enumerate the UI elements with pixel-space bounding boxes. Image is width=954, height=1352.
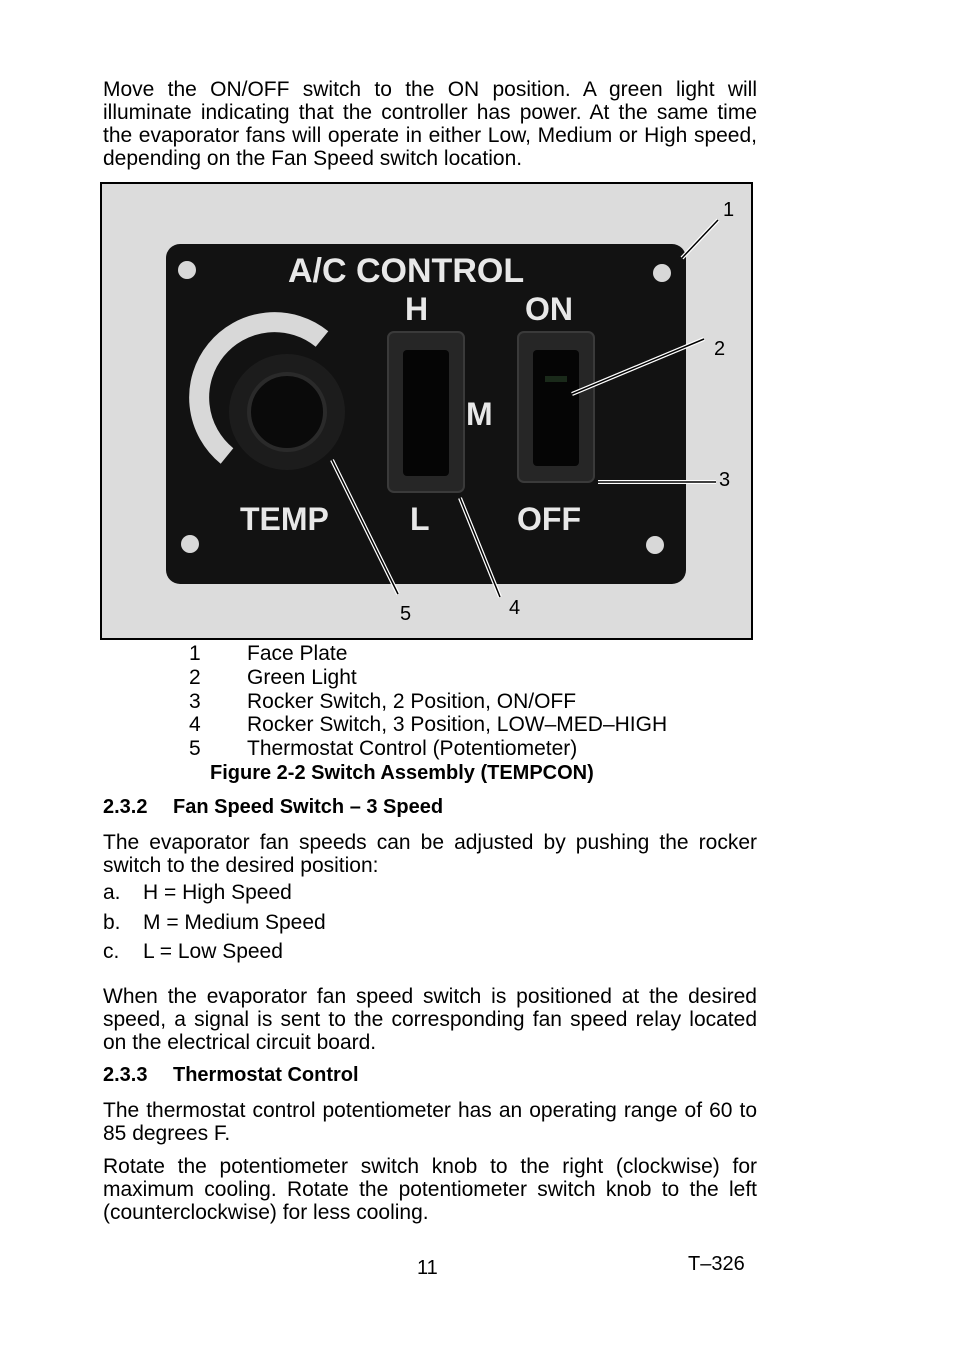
callout-3: 3: [719, 469, 731, 491]
panel-label-temp: TEMP: [240, 501, 329, 537]
screw-hole-top-left: [178, 261, 196, 279]
screw-hole-bottom-left: [181, 535, 199, 553]
thermostat-range-paragraph: The thermostat control potentiometer has an operating range of 60 to 85 degrees F.: [103, 1099, 757, 1145]
thermostat-knob: [249, 374, 325, 450]
list-text: L = Low Speed: [143, 940, 283, 963]
legend-number: 4: [189, 713, 201, 737]
legend-label: Thermostat Control (Potentiometer): [247, 737, 578, 761]
panel-label-l: L: [410, 501, 430, 537]
list-marker: a.: [103, 881, 121, 904]
legend-number: 3: [189, 689, 201, 713]
list-text: H = High Speed: [143, 881, 292, 904]
section-title: Thermostat Control: [173, 1064, 359, 1086]
legend-item: [189, 666, 667, 690]
section-title: Fan Speed Switch – 3 Speed: [173, 796, 444, 818]
figure-caption: Figure 2-2 Switch Assembly (TEMPCON): [210, 762, 594, 784]
legend-number: 5: [189, 737, 201, 761]
fan-speed-paragraph: The evaporator fan speeds can be adjusted by pushing the rocker switch to the desired position:: [103, 831, 757, 877]
section-number: 2.3.2: [103, 796, 148, 818]
section-heading-fan-speed: [103, 796, 443, 819]
callout-2: 2: [714, 338, 726, 360]
switch-assembly-figure: [100, 182, 753, 640]
fan-speed-relay-paragraph: When the evaporator fan speed switch is positioned at the desired speed, a signal is sent to the corresponding fan speed relay located on the electrical circuit board.: [103, 985, 757, 1054]
panel-label-on: ON: [525, 291, 573, 327]
green-light: [545, 376, 567, 382]
panel-label-m: M: [466, 396, 493, 432]
legend-item: [189, 690, 667, 714]
switch-assembly-photo: [102, 184, 751, 638]
legend-label: Rocker Switch, 3 Position, LOW–MED–HIGH: [247, 713, 668, 737]
fan-speed-list: [103, 881, 326, 970]
on-off-rocker: [533, 350, 579, 466]
document-code: T–326: [688, 1253, 745, 1275]
panel-label-h: H: [405, 291, 429, 327]
legend-label: Green Light: [247, 665, 357, 689]
list-item: [103, 911, 326, 941]
screw-hole-bottom-right: [646, 536, 664, 554]
fan-speed-rocker: [403, 350, 449, 476]
legend-item: [189, 713, 667, 737]
intro-paragraph: Move the ON/OFF switch to the ON position. A green light will illuminate indicating that the controller has power. At the same time the evaporator fans will operate in either Low, Medium or High speed, depending on the Fan Speed switch location.: [103, 78, 757, 170]
callout-5: 5: [400, 603, 412, 625]
legend-number: 1: [189, 642, 201, 665]
legend-number: 2: [189, 665, 201, 689]
list-text: M = Medium Speed: [143, 910, 326, 934]
thermostat-rotate-paragraph: Rotate the potentiometer switch knob to the right (clockwise) for maximum cooling. Rotate the potentiometer switch knob to the left (counterclockwise) for less cooling.: [103, 1155, 757, 1224]
legend-label: Face Plate: [247, 642, 348, 665]
section-number: 2.3.3: [103, 1064, 148, 1086]
callout-4: 4: [509, 597, 521, 619]
panel-title: A/C CONTROL: [288, 252, 525, 290]
list-item: [103, 881, 326, 911]
legend-item: [189, 737, 667, 761]
list-marker: c.: [103, 940, 120, 963]
figure-legend: [189, 642, 667, 761]
section-heading-thermostat: [103, 1064, 359, 1087]
list-item: [103, 940, 326, 970]
callout-1: 1: [723, 199, 735, 221]
legend-label: Rocker Switch, 2 Position, ON/OFF: [247, 689, 577, 713]
legend-item: [189, 642, 667, 666]
screw-hole-top-right: [653, 264, 671, 282]
list-marker: b.: [103, 910, 121, 934]
page-number: 11: [417, 1257, 438, 1279]
panel-label-off: OFF: [517, 501, 581, 537]
